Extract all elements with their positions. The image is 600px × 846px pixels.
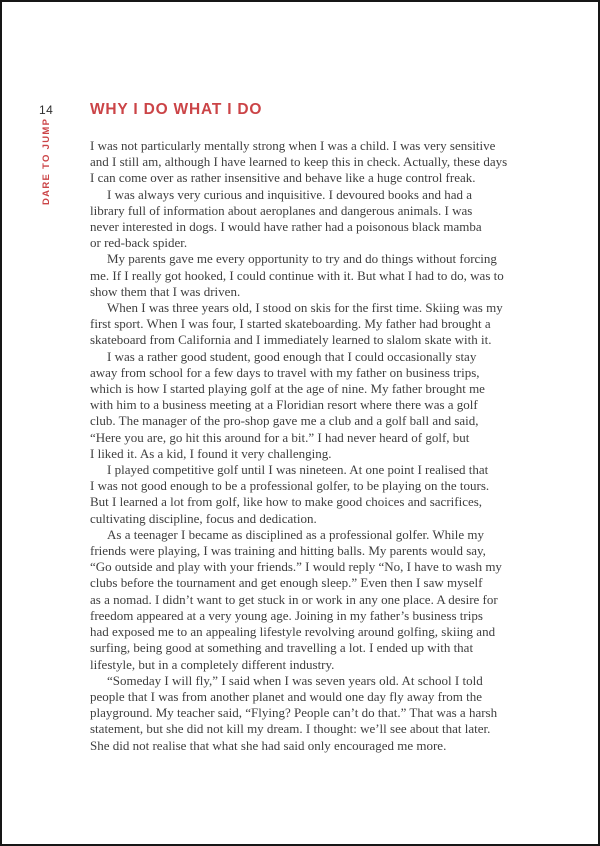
- text-line: me. If I really got hooked, I could continue with it. But what I had to do, was to: [90, 267, 504, 283]
- text-line: library full of information about aeroplanes and dangerous animals. I was: [90, 202, 473, 218]
- text-line: freedom appeared at a very young age. Joining in my father’s business trips: [90, 607, 483, 623]
- paragraph: [90, 673, 535, 754]
- text-line: or red-back spider.: [90, 235, 188, 251]
- text-line: I can come over as rather insensitive and behave like a huge control freak.: [90, 170, 476, 186]
- text-line: away from school for a few days to travel with my father on business trips,: [90, 364, 480, 380]
- text-line: She did not realise that what she had said only encouraged me more.: [90, 737, 447, 753]
- text-line: “Go outside and play with your friends.” I would reply “No, I have to wash my: [90, 559, 502, 575]
- text-line: which is how I started playing golf at the age of nine. My father brought me: [90, 381, 485, 397]
- paragraph: [90, 527, 535, 673]
- text-line: My parents gave me every opportunity to try and do things without forcing: [107, 251, 497, 267]
- text-line: club. The manager of the pro-shop gave me a club and a golf ball and said,: [90, 413, 479, 429]
- page-number: 14: [39, 103, 54, 117]
- text-line: skateboard from California and I immediately learned to slalom skate with it.: [90, 332, 492, 348]
- paragraph: [90, 251, 535, 300]
- text-line: people that I was from another planet and would one day fly away from the: [90, 688, 483, 704]
- text-line: friends were playing, I was training and hitting balls. My parents would say,: [90, 543, 486, 559]
- text-line: “Here you are, go hit this around for a bit.” I had never heard of golf, but: [90, 429, 470, 445]
- text-line: I liked it. As a kid, I found it very challenging.: [90, 445, 332, 461]
- text-line: cultivating discipline, focus and dedication.: [90, 510, 317, 526]
- text-line: first sport. When I was four, I started skateboarding. My father had brought a: [90, 316, 491, 332]
- paragraph: [90, 300, 535, 349]
- text-line: I was not particularly mentally strong when I was a child. I was very sensitive: [90, 138, 496, 153]
- paragraph: [90, 349, 535, 462]
- text-line: statement, but she did not kill my dream. I thought: we’ll see about that later.: [90, 721, 491, 737]
- text-line: with him to a business meeting at a Floridian resort where there was a golf: [90, 397, 478, 413]
- text-line: I was a rather good student, good enough that I could occasionally stay: [107, 348, 477, 364]
- body-text: [90, 138, 535, 754]
- text-line: surfing, being good at something and travelling a lot. I ended up with that: [90, 640, 474, 656]
- text-line: But I learned a lot from golf, like how to make good choices and sacrifices,: [90, 494, 483, 510]
- text-line: As a teenager I became as disciplined as a professional golfer. While my: [107, 526, 484, 542]
- text-line: I was always very curious and inquisitive. I devoured books and had a: [107, 186, 472, 202]
- text-line: clubs before the tournament and get enough sleep.” Even then I saw myself: [90, 575, 483, 591]
- text-line: I was not good enough to be a professional golfer, to be playing on the tours.: [90, 478, 490, 494]
- text-line: I played competitive golf until I was nineteen. At one point I realised that: [107, 462, 489, 478]
- text-line: lifestyle, but in a completely different industry.: [90, 656, 335, 672]
- paragraph: [90, 187, 535, 252]
- text-line: “Someday I will fly,” I said when I was seven years old. At school I told: [107, 672, 483, 688]
- text-line: had exposed me to an appealing lifestyle revolving around golfing, skiing and: [90, 624, 496, 640]
- paragraph: [90, 138, 535, 187]
- chapter-heading: WHY I DO WHAT I DO: [90, 101, 263, 118]
- text-line: and I still am, although I have learned to keep this in check. Actually, these days: [90, 154, 508, 170]
- text-line: never interested in dogs. I would have rather had a poisonous black mamba: [90, 219, 482, 235]
- spine-text: DARE TO JUMP: [41, 117, 52, 205]
- text-line: playground. My teacher said, “Flying? People can’t do that.” That was a harsh: [90, 705, 498, 721]
- text-line: show them that I was driven.: [90, 283, 241, 299]
- text-line: as a nomad. I didn’t want to get stuck in or work in any one place. A desire for: [90, 591, 498, 607]
- paragraph: [90, 462, 535, 527]
- text-line: When I was three years old, I stood on skis for the first time. Skiing was my: [107, 300, 503, 316]
